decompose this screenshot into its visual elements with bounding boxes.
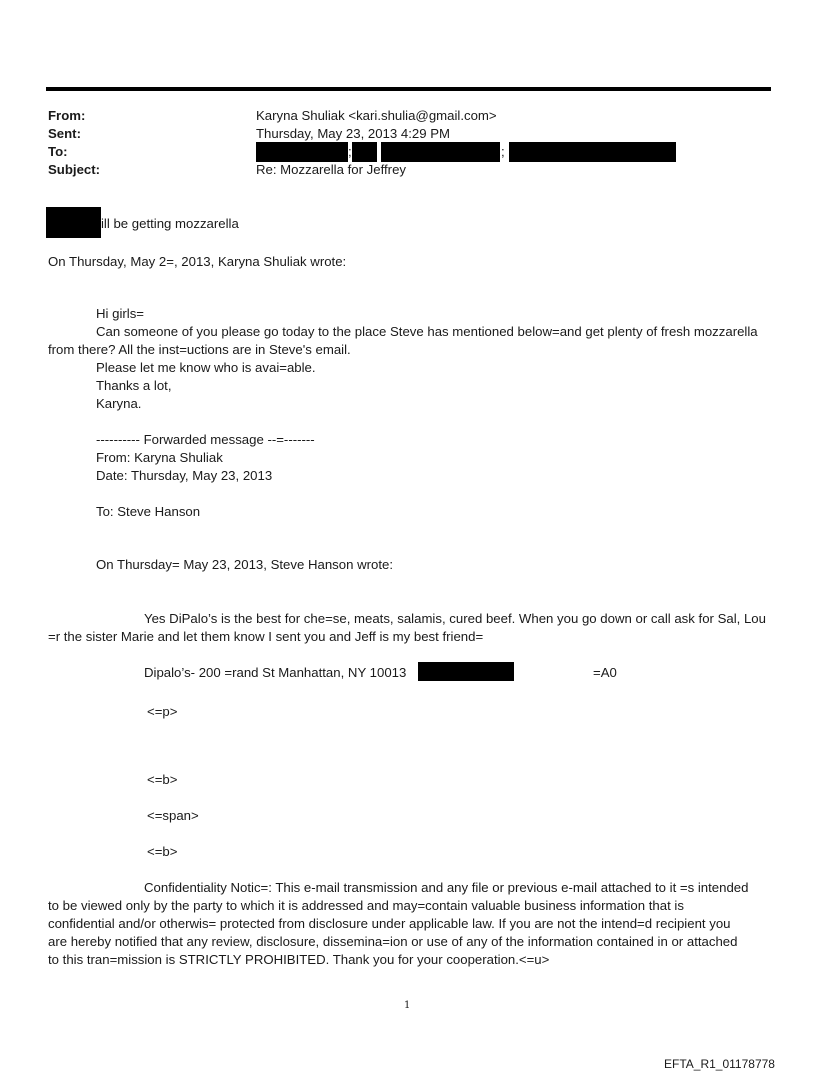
- html-tag-b-2: <=b>: [147, 844, 178, 859]
- greeting: Hi girls=: [96, 306, 144, 321]
- document-id: EFTA_R1_01178778: [664, 1057, 775, 1071]
- steve-intro: On Thursday= May 23, 2013, Steve Hanson wrote:: [96, 557, 394, 572]
- signature: Karyna.: [96, 396, 142, 411]
- confidentiality-line-3: confidential and/or otherwis= protected from disclosure under applicable law. If you are not the intend=d recipient you: [48, 916, 731, 931]
- confidentiality-line-2: to be viewed only by the party to which it is addressed and may=contain valuable business information that is: [48, 898, 684, 913]
- redaction-to-4: [509, 142, 676, 162]
- redaction-to-2: [352, 142, 377, 162]
- forwarded-header: ---------- Forwarded message --=-------: [96, 432, 315, 447]
- to-separator-2: ;: [501, 144, 505, 159]
- forwarded-to: To: Steve Hanson: [96, 504, 201, 519]
- reply-line: ill be getting mozzarella: [101, 216, 239, 231]
- address-suffix: =A0: [593, 665, 617, 680]
- page-number: 1: [404, 1000, 411, 1011]
- subject-value: Re: Mozzarella for Jeffrey: [256, 162, 407, 177]
- html-tag-p: <=p>: [147, 704, 178, 719]
- steve-line-2: =r the sister Marie and let them know I sent you and Jeff is my best friend=: [48, 629, 484, 644]
- redaction-to-1: [256, 142, 348, 162]
- redaction-reply-name: [46, 207, 101, 238]
- confidentiality-line-1: Confidentiality Notic=: This e-mail transmission and any file or previous e-mail attached to it =s intended: [144, 880, 749, 895]
- forwarded-date: Date: Thursday, May 23, 2013: [96, 468, 273, 483]
- redaction-to-3: [381, 142, 500, 162]
- request-line-1: Can someone of you please go today to the place Steve has mentioned below=and get plenty of fresh mozzarella: [96, 324, 758, 339]
- header-rule: [46, 87, 771, 91]
- forwarded-from: From: Karyna Shuliak: [96, 450, 223, 465]
- request-line-3: Please let me know who is avai=able.: [96, 360, 316, 375]
- to-separator-1: ;: [348, 144, 352, 159]
- request-line-2: from there? All the inst=uctions are in Steve's email.: [48, 342, 351, 357]
- address-line: Dipalo’s- 200 =rand St Manhattan, NY 10013: [144, 665, 407, 680]
- sent-value: Thursday, May 23, 2013 4:29 PM: [256, 126, 451, 141]
- from-label: From:: [48, 108, 86, 123]
- sent-label: Sent:: [48, 126, 81, 141]
- from-value: Karyna Shuliak <kari.shulia@gmail.com>: [256, 108, 497, 123]
- confidentiality-line-5: to this tran=mission is STRICTLY PROHIBITED. Thank you for your cooperation.<=u>: [48, 952, 550, 967]
- html-tag-b-1: <=b>: [147, 772, 178, 787]
- thanks-line: Thanks a lot,: [96, 378, 172, 393]
- subject-label: Subject:: [48, 162, 101, 177]
- confidentiality-line-4: are hereby notified that any review, disclosure, dissemina=ion or use of any of the information contained in or attached: [48, 934, 738, 949]
- quote-intro: On Thursday, May 2=, 2013, Karyna Shuliak wrote:: [48, 254, 347, 269]
- html-tag-span: <=span>: [147, 808, 199, 823]
- redaction-phone: [418, 662, 514, 681]
- steve-line-1: Yes DiPalo’s is the best for che=se, meats, salamis, cured beef. When you go down or call ask for Sal, Lou: [144, 611, 766, 626]
- to-label: To:: [48, 144, 68, 159]
